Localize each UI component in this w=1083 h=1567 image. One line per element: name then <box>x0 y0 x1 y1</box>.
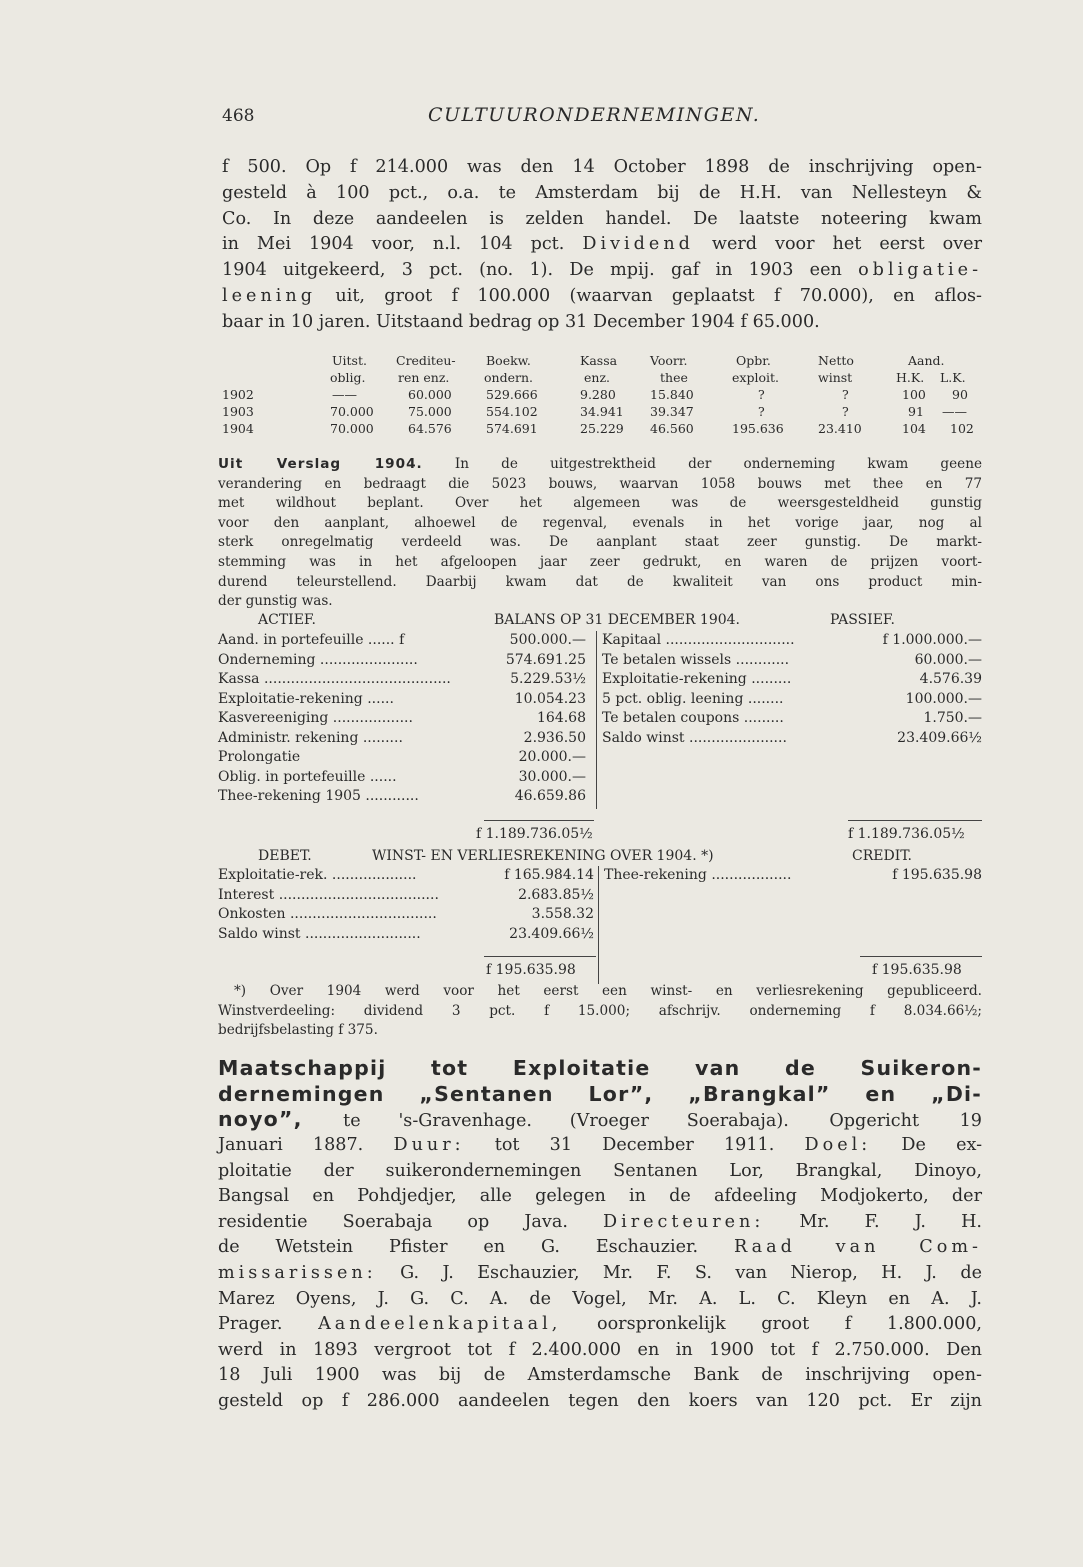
table-cell: 70.000 <box>330 404 374 419</box>
column-divider <box>598 866 599 984</box>
table-cell: 102 <box>950 421 974 436</box>
spaced-term: Raad van Com- <box>733 1237 982 1258</box>
text-line: Marez Oyens, J. G. C. A. de Vogel, Mr. A. L. C. Kleyn en A. J. <box>218 1288 982 1309</box>
table-row <box>222 386 982 403</box>
table-cell: 529.666 <box>486 387 538 402</box>
table-row: Thee-rekening .................. f 195.635.98 <box>604 867 982 883</box>
table-header: Opbr. <box>736 353 771 368</box>
table-row: Interest .................................... 2.683.85½ <box>218 886 594 903</box>
text-line: Uit Verslag 1904. In de uitgestrektheid der onderneming kwam geene <box>218 456 982 472</box>
table-cell: —— <box>942 404 967 419</box>
table-cell: 64.576 <box>408 421 452 436</box>
table-row: 5 pct. oblig. leening ........ 100.000.— <box>602 690 982 707</box>
company-paragraph <box>218 1133 982 1415</box>
table-cell: 104 <box>902 421 926 436</box>
table-row <box>222 420 982 437</box>
table-row: Prolongatie 20.000.— <box>218 749 586 765</box>
table-header: ren enz. <box>398 370 450 385</box>
table-header: enz. <box>584 370 611 385</box>
table-header: Boekw. <box>486 353 531 368</box>
table-header: Aand. <box>908 353 945 368</box>
text-line: voor den aanplant, alhoewel de regenval, evenals in het vorige jaar, nog al <box>218 514 982 531</box>
text-line: Prager. Aandeelenkapitaal, oorspronkelijk groot f 1.800.000, <box>218 1314 983 1335</box>
spaced-term: Aandeelenkapitaal, <box>318 1314 562 1335</box>
table-row: Saldo winst .......................... 23.409.66½ <box>218 925 594 942</box>
table-cell: ? <box>842 404 849 419</box>
text-line: der gunstig was. <box>218 593 333 610</box>
spaced-term: Directeuren: <box>603 1211 765 1232</box>
table-header: exploit. <box>732 370 779 385</box>
statistics-table <box>222 352 982 437</box>
table-row: Exploitatie-rekening ...... 10.054.23 <box>218 690 586 707</box>
table-header-row <box>222 369 982 386</box>
table-row: Oblig. in portefeuille ...... 30.000.— <box>218 768 586 785</box>
spaced-term: missarissen: <box>218 1262 377 1283</box>
table-cell: 91 <box>908 404 924 419</box>
balans-passiva <box>602 631 982 748</box>
table-row: Te betalen coupons ......... 1.750.— <box>602 710 982 726</box>
table-row <box>222 403 982 420</box>
table-cell: 60.000 <box>408 387 452 402</box>
text-line: f 500. Op f 214.000 was den 14 October 1898 de inschrijving open- <box>222 157 982 177</box>
text-line: baar in 10 jaren. Uitstaand bedrag op 31 December 1904 f 65.000. <box>222 311 820 332</box>
winst-right-heading: CREDIT. <box>852 848 912 864</box>
title-line: noyo”, te 's-Gravenhage. (Vroeger Soerabaja). Opgericht 19 <box>218 1107 982 1132</box>
table-cell: 574.691 <box>486 421 538 436</box>
table-cell: 34.941 <box>580 404 624 419</box>
text-line: werd in 1893 vergroot tot f 2.400.000 en in 1900 tot f 2.750.000. Den <box>218 1339 982 1360</box>
table-row: Kassa .......................................... 5.229.53½ <box>218 671 586 687</box>
text-line: met wildhout beplant. Over het algemeen was de weersgesteldheid gunstig <box>218 495 982 512</box>
balans-right-heading: PASSIEF. <box>830 612 895 628</box>
balans-left-heading: ACTIEF. <box>258 612 316 628</box>
text-line: verandering en bedraagt die 5023 bouws, waarvan 1058 bouws met thee en 77 <box>218 475 982 492</box>
winst-title: WINST- EN VERLIESREKENING OVER 1904. *) <box>372 848 714 864</box>
table-header: oblig. <box>330 370 366 385</box>
spaced-term: Dividend <box>582 234 694 255</box>
text-line: 18 Juli 1900 was bij de Amsterdamsche Bank de inschrijving open- <box>218 1365 982 1386</box>
spaced-term: Opgericht <box>829 1111 920 1132</box>
spaced-term: obligatie- <box>858 260 983 281</box>
table-header: Crediteu- <box>396 353 456 368</box>
running-title: CULTUURONDERNEMINGEN. <box>428 104 761 126</box>
spaced-term: leening <box>222 285 317 306</box>
table-row: Saldo winst ...................... 23.409.66½ <box>602 729 982 746</box>
table-row: Administr. rekening ......... 2.936.50 <box>218 729 586 746</box>
table-cell: 75.000 <box>408 404 452 419</box>
spaced-term: Duur: <box>393 1135 465 1155</box>
company-title <box>218 1056 982 1133</box>
table-header: Netto <box>818 353 854 368</box>
table-header: ondern. <box>484 370 533 385</box>
footnote <box>218 982 982 1041</box>
text-line: missarissen: G. J. Eschauzier, Mr. F. S. van Nierop, H. J. de <box>218 1262 982 1283</box>
table-row: Thee-rekening 1905 ............ 46.659.86 <box>218 788 586 804</box>
table-row: Te betalen wissels ............ 60.000.— <box>602 651 982 668</box>
winst-total-right: f 195.635.98 <box>872 962 962 978</box>
verslag-paragraph <box>218 455 982 612</box>
table-header: Uitst. <box>332 353 367 368</box>
table-header: L.K. <box>940 370 966 385</box>
text-line: bedrijfsbelasting f 375. <box>218 1022 378 1039</box>
column-divider <box>596 631 597 809</box>
table-cell: 90 <box>952 387 968 402</box>
table-cell: 1904 <box>222 421 254 436</box>
text-line: leening uit, groot f 100.000 (waarvan geplaatst f 70.000), en aflos- <box>222 285 983 306</box>
table-row: Onderneming ...................... 574.691.25 <box>218 651 586 668</box>
table-cell: 15.840 <box>650 387 694 402</box>
table-cell: 39.347 <box>650 404 694 419</box>
text-line: 1904 uitgekeerd, 3 pct. (no. 1). De mpij. gaf in 1903 een obligatie- <box>222 260 983 281</box>
table-header: H.K. <box>896 370 925 385</box>
table-cell: ? <box>758 404 765 419</box>
table-cell: ? <box>842 387 849 402</box>
table-row: Exploitatie-rek. ................... f 165.984.14 <box>218 867 594 883</box>
page-number: 468 <box>222 106 255 126</box>
text-line: residentie Soerabaja op Java. Directeuren: Mr. F. J. H. <box>218 1211 983 1232</box>
text-line: stemming was in het afgeloopen jaar zeer gedrukt, en waren de prijzen voort- <box>218 553 982 570</box>
balans-title: BALANS OP 31 DECEMBER 1904. <box>494 612 740 628</box>
table-header: Voorr. <box>650 353 688 368</box>
text-line: ploitatie der suikerondernemingen Sentanen Lor, Brangkal, Dinoyo, <box>218 1160 982 1181</box>
total-rule <box>848 820 982 821</box>
text-line: gesteld à 100 pct., o.a. te Amsterdam bij de H.H. van Nellesteyn & <box>222 182 982 203</box>
text-line: durend teleurstellend. Daarbij kwam dat de kwaliteit van ons product min- <box>218 573 982 590</box>
balans-activa <box>218 631 586 807</box>
text-line: Bangsal en Pohdjedjer, alle gelegen in de afdeeling Modjokerto, der <box>218 1186 982 1207</box>
text-line: Co. In deze aandeelen is zelden handel. De laatste noteering kwam <box>222 208 982 229</box>
table-header: thee <box>660 370 688 385</box>
table-row: Onkosten ................................. 3.558.32 <box>218 906 594 922</box>
table-header: Kassa <box>580 353 618 368</box>
table-header: winst <box>818 370 853 385</box>
table-row: Aand. in portefeuille ...... f 500.000.— <box>218 632 586 648</box>
spaced-term: Doel: <box>804 1135 872 1155</box>
table-cell: 1902 <box>222 387 254 402</box>
text-line: gesteld op f 286.000 aandeelen tegen den koers van 120 pct. Er zijn <box>218 1390 982 1411</box>
intro-paragraph <box>222 155 982 336</box>
text-line: in Mei 1904 voor, n.l. 104 pct. Dividend werd voor het eerst over <box>222 234 982 255</box>
text-line: *) Over 1904 werd voor het eerst een winst- en verliesrekening gepubliceerd. <box>234 983 982 999</box>
text-line: sterk onregelmatig verdeeld was. De aanplant staat zeer gunstig. De markt- <box>218 534 982 551</box>
table-cell: 554.102 <box>486 404 538 419</box>
winst-total-left: f 195.635.98 <box>486 962 576 978</box>
title-line: dernemingen „Sentanen Lor”, „Brangkal” en „Di- <box>218 1081 982 1106</box>
text-line: de Wetstein Pfister en G. Eschauzier. Raad van Com- <box>218 1237 982 1258</box>
balans-total-left: f 1.189.736.05½ <box>476 826 593 842</box>
table-cell: 100 <box>902 387 926 402</box>
table-cell: 1903 <box>222 404 254 419</box>
table-cell: 9.280 <box>580 387 616 402</box>
text-line: Januari 1887. Duur: tot 31 December 1911. Doel: De ex- <box>218 1135 983 1155</box>
total-rule <box>484 956 596 957</box>
table-cell: 46.560 <box>650 421 694 436</box>
total-rule <box>484 820 594 821</box>
table-row: Kapitaal ............................. f 1.000.000.— <box>602 632 982 648</box>
text-line: Winstverdeeling: dividend 3 pct. f 15.000; afschrijv. onderneming f 8.034.66½; <box>218 1002 982 1019</box>
table-row: Exploitatie-rekening ......... 4.576.39 <box>602 671 982 687</box>
section-heading: Uit Verslag 1904. <box>218 456 423 472</box>
table-cell: ? <box>758 387 765 402</box>
title-line: Maatschappij tot Exploitatie van de Suikeron- <box>218 1056 982 1080</box>
winst-debet <box>218 866 594 944</box>
total-rule <box>860 956 982 957</box>
table-cell: 23.410 <box>818 421 862 436</box>
table-header-row <box>222 352 982 369</box>
table-cell: 25.229 <box>580 421 624 436</box>
winst-left-heading: DEBET. <box>258 848 312 864</box>
table-row: Kasvereeniging .................. 164.68 <box>218 710 586 726</box>
balans-total-right: f 1.189.736.05½ <box>848 826 965 842</box>
table-cell: 70.000 <box>330 421 374 436</box>
table-cell: 195.636 <box>732 421 784 436</box>
winst-credit <box>604 866 982 886</box>
table-cell: —— <box>332 387 357 402</box>
